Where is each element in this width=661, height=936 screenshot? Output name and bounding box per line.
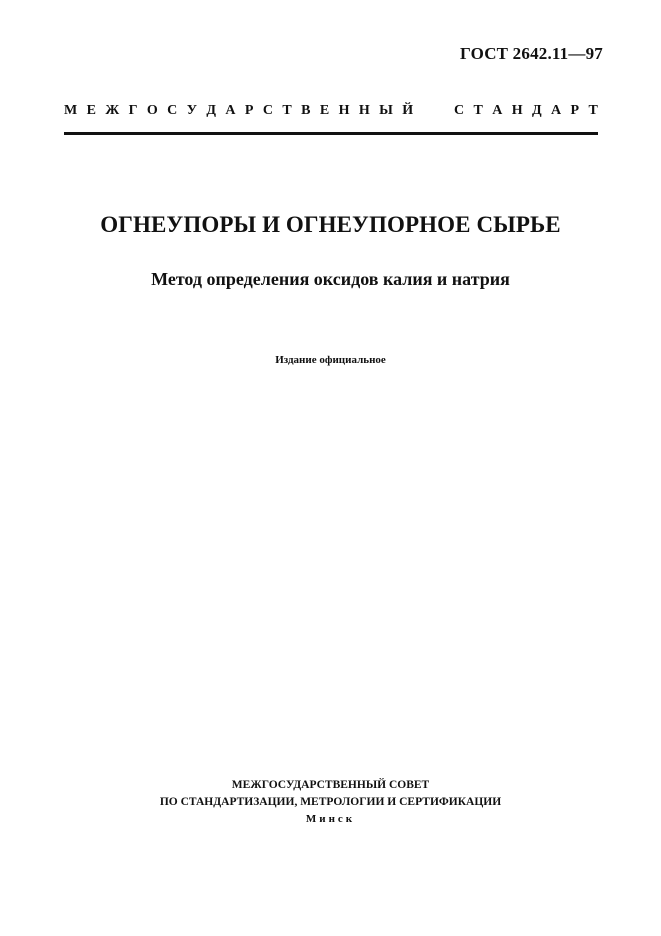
heading-letter: У <box>186 103 197 118</box>
publisher-line: МЕЖГОСУДАРСТВЕННЫЙ СОВЕТ <box>231 779 430 791</box>
publisher-city: Минск <box>305 813 356 825</box>
interstate-standard-heading <box>64 103 598 119</box>
heading-letter: В <box>301 103 311 118</box>
heading-letter: Т <box>588 103 598 118</box>
heading-letter: Й <box>402 103 414 118</box>
publisher-line: ПО СТАНДАРТИЗАЦИИ, МЕТРОЛОГИИ И СЕРТИФИКАЦИИ <box>159 796 502 808</box>
document-subtitle: Метод определения оксидов калия и натрия <box>151 269 510 289</box>
heading-letter: Д <box>532 103 542 118</box>
heading-letter: Е <box>86 103 96 118</box>
standard-number: ГОСТ 2642.11—97 <box>459 44 603 63</box>
heading-letter: Р <box>570 103 580 118</box>
heading-letter: С <box>453 103 465 118</box>
publisher-block <box>0 777 661 828</box>
heading-letter: А <box>551 103 562 118</box>
heading-letter: Р <box>244 103 254 118</box>
heading-letter: Т <box>282 103 292 118</box>
heading-letter: Н <box>358 103 370 118</box>
heading-letter: А <box>492 103 503 118</box>
heading-letter: Н <box>338 103 350 118</box>
heading-letter: О <box>146 103 158 118</box>
heading-letter: Ж <box>105 103 120 118</box>
heading-letter: Д <box>206 103 216 118</box>
heading-letter: Н <box>511 103 523 118</box>
heading-letter: А <box>225 103 236 118</box>
heading-letter: С <box>262 103 273 118</box>
heading-divider <box>64 132 598 135</box>
heading-letter: М <box>64 103 78 118</box>
heading-letter: Г <box>128 103 138 118</box>
edition-note: Издание официальное <box>275 354 386 366</box>
word-gap <box>423 103 445 119</box>
document-title: ОГНЕУПОРЫ И ОГНЕУПОРНОЕ СЫРЬЕ <box>100 212 561 237</box>
heading-letter: Ы <box>379 103 393 118</box>
heading-letter: Е <box>319 103 330 118</box>
heading-letter: Т <box>473 103 483 118</box>
heading-letter: С <box>167 103 178 118</box>
